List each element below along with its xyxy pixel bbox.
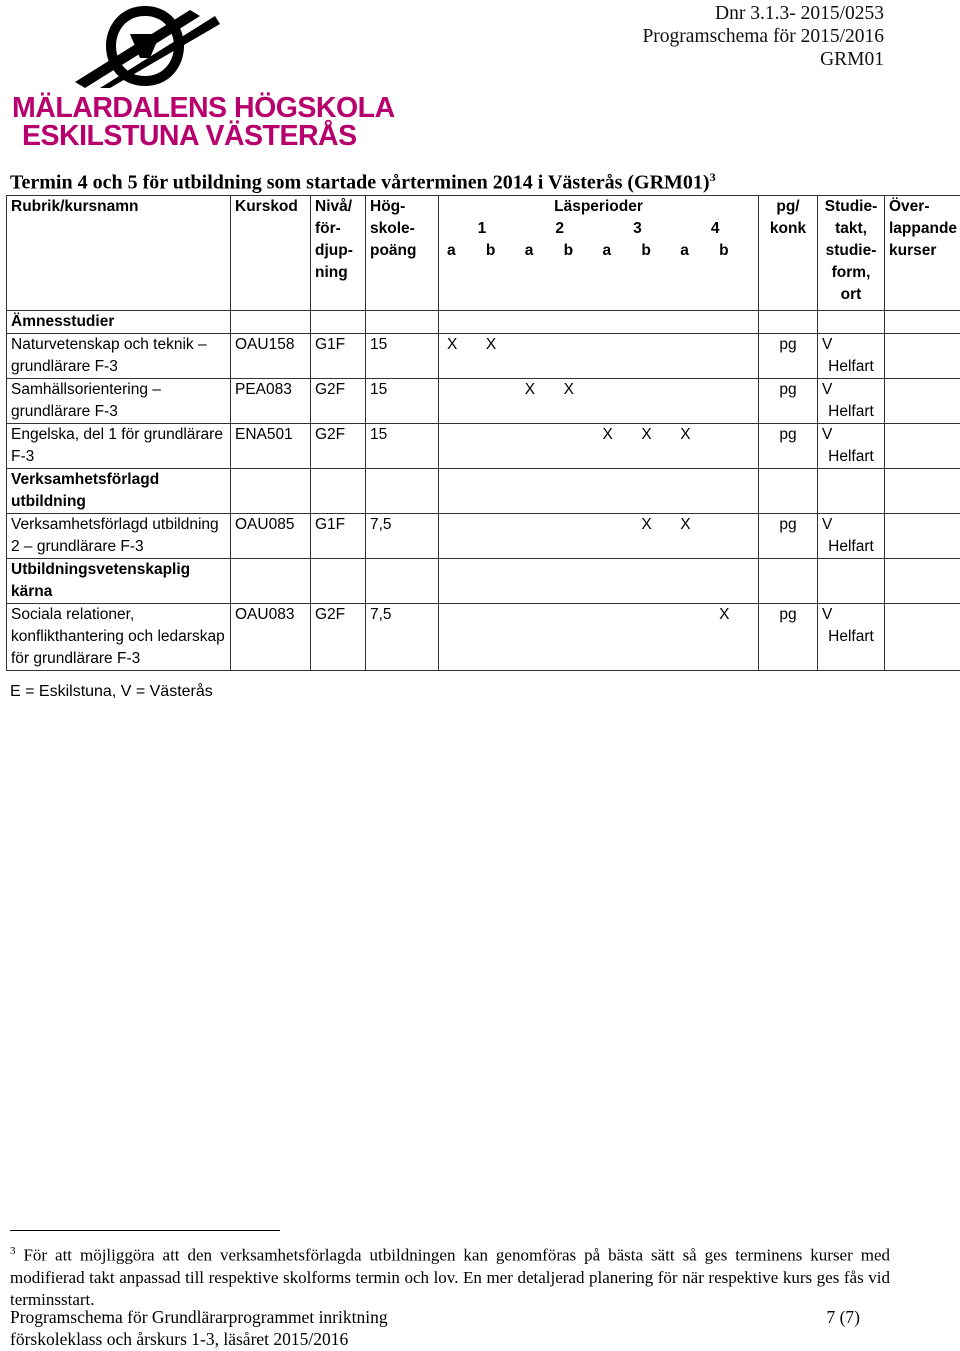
page-title (10, 170, 716, 195)
header-studietakt-1: Studie- (824, 198, 878, 215)
period-mark (521, 334, 560, 356)
period-marks (443, 514, 754, 536)
header-pgkonk-1: pg/ (776, 198, 800, 215)
course-code: OAU085 (231, 514, 311, 559)
course-level: G1F (311, 334, 366, 379)
course-place: V (822, 381, 833, 398)
course-studietakt (818, 424, 885, 469)
period-mark (560, 334, 599, 356)
header-points-1: Hög- (370, 198, 406, 215)
course-name: Verksamhetsförlagd utbildning 2 – grundlärare F-3 (7, 514, 231, 559)
period-half: a (447, 242, 456, 259)
period-number: 4 (710, 220, 720, 237)
empty-cell (231, 469, 311, 514)
course-place: V (822, 516, 833, 533)
period-mark (443, 604, 482, 626)
period-mark (599, 604, 638, 626)
empty-cell (885, 311, 960, 334)
section-row (7, 559, 960, 604)
course-code: OAU158 (231, 334, 311, 379)
course-studietakt (818, 514, 885, 559)
section-row (7, 311, 960, 334)
page-number: 7 (7) (826, 1307, 860, 1327)
header-name: Rubrik/kursnamn (7, 196, 231, 311)
logo-line2: ESKILSTUNA VÄSTERÅS (22, 120, 357, 152)
course-points: 15 (366, 379, 439, 424)
empty-cell (818, 311, 885, 334)
period-number: 3 (633, 220, 642, 237)
period-mark (599, 334, 638, 356)
period-marks (443, 424, 754, 446)
header-points (366, 196, 439, 311)
footnote-text: För att möjliggöra att den verksamhetsförlagda utbildningen kan genomföras på bästa sätt så ges terminens kurser med modifierad takt anpassad till respektive skolforms termin och lov. En mer detaljerad planering för när respektive kurs ges fås vid terminsstart. (10, 1245, 890, 1309)
location-legend: E = Eskilstuna, V = Västerås (10, 683, 213, 700)
period-mark (521, 424, 560, 446)
page-title-text: Termin 4 och 5 för utbildning som startade vårterminen 2014 i Västerås (GRM01) (10, 171, 710, 194)
course-pgkonk: pg (759, 379, 818, 424)
empty-cell (759, 469, 818, 514)
document-reference (642, 2, 884, 71)
period-mark (715, 379, 754, 401)
header-period-halves (443, 240, 754, 262)
course-name: Sociala relationer, konflikthantering och ledarskap för grundlärare F-3 (7, 604, 231, 671)
header-pgkonk (759, 196, 818, 311)
period-mark: X (641, 426, 652, 443)
header-periods-label: Läsperioder (554, 198, 643, 215)
course-level: G2F (311, 379, 366, 424)
table-row (7, 604, 960, 671)
period-mark (560, 424, 599, 446)
schema-title: Programschema för 2015/2016 (642, 26, 884, 47)
header-studietakt-5: ort (840, 286, 862, 303)
period-mark (443, 379, 482, 401)
period-mark (715, 424, 754, 446)
period-mark (521, 604, 560, 626)
program-code: GRM01 (820, 49, 884, 70)
schedule-table (6, 195, 960, 671)
logo-emblem-icon (70, 4, 220, 88)
empty-cell (439, 469, 759, 514)
period-mark (676, 379, 715, 401)
period-mark (676, 604, 715, 626)
empty-cell (311, 311, 366, 334)
period-half: b (719, 242, 729, 259)
empty-cell (366, 559, 439, 604)
period-mark (482, 424, 521, 446)
period-mark (637, 604, 676, 626)
empty-cell (366, 469, 439, 514)
header-code: Kurskod (231, 196, 311, 311)
period-mark (715, 514, 754, 536)
period-marks (443, 334, 754, 356)
course-periods (439, 379, 759, 424)
course-overlap (885, 379, 960, 424)
header-period-numbers (443, 218, 754, 240)
period-mark (482, 604, 521, 626)
header-overlap-1: Över- (889, 198, 930, 215)
course-form: Helfart (828, 403, 874, 420)
empty-cell (231, 311, 311, 334)
header-points-2: skole- (370, 220, 415, 237)
header-points-3: poäng (370, 242, 417, 259)
empty-cell (818, 469, 885, 514)
empty-cell (439, 559, 759, 604)
period-mark (637, 379, 676, 401)
table-header-row (7, 196, 960, 311)
empty-cell (311, 469, 366, 514)
period-mark: X (485, 336, 497, 353)
course-periods (439, 424, 759, 469)
section-title: Verksamhetsförlagd utbildning (7, 469, 231, 514)
period-half: b (563, 242, 574, 259)
course-name: Engelska, del 1 för grundlärare F-3 (7, 424, 231, 469)
title-footnote-ref: 3 (709, 170, 716, 184)
period-mark (676, 334, 715, 356)
period-mark: X (719, 606, 730, 623)
empty-cell (885, 559, 960, 604)
period-mark (560, 514, 599, 536)
course-points: 7,5 (366, 514, 439, 559)
section-title: Ämnesstudier (7, 311, 231, 334)
footnote-divider (10, 1230, 280, 1231)
header-studietakt-4: form, (831, 264, 871, 281)
course-code: OAU083 (231, 604, 311, 671)
course-place: V (822, 606, 833, 623)
logo-line1: MÄLARDALENS HÖGSKOLA (12, 92, 395, 124)
period-half: b (485, 242, 496, 259)
period-number: 1 (477, 220, 487, 237)
dnr-number: Dnr 3.1.3- 2015/0253 (715, 3, 884, 24)
course-studietakt (818, 334, 885, 379)
period-mark (521, 514, 560, 536)
period-mark (443, 424, 482, 446)
empty-cell (439, 311, 759, 334)
course-code: ENA501 (231, 424, 311, 469)
period-half: a (524, 242, 534, 259)
page-footer (10, 1306, 860, 1350)
course-place: V (822, 426, 833, 443)
course-periods (439, 514, 759, 559)
period-mark (637, 334, 676, 356)
header-overlap (885, 196, 960, 311)
period-mark: X (563, 381, 574, 398)
period-number: 2 (555, 220, 564, 237)
period-mark (482, 514, 521, 536)
footer-line1: Programschema för Grundlärarprogrammet inriktning (10, 1307, 388, 1327)
period-mark: X (641, 516, 652, 533)
header-pgkonk-2: konk (769, 220, 807, 237)
header-level-4: ning (315, 264, 348, 281)
footnote-number: 3 (10, 1245, 16, 1257)
header-level (311, 196, 366, 311)
table-row (7, 514, 960, 559)
period-mark: X (602, 426, 613, 443)
period-half: a (680, 242, 689, 259)
period-mark: X (447, 336, 458, 353)
course-pgkonk: pg (759, 334, 818, 379)
period-half: a (602, 242, 612, 259)
footnote (10, 1240, 890, 1311)
header-studietakt (818, 196, 885, 311)
course-points: 15 (366, 424, 439, 469)
course-overlap (885, 424, 960, 469)
course-overlap (885, 334, 960, 379)
section-title: Utbildningsvetenskaplig kärna (7, 559, 231, 604)
course-level: G2F (311, 604, 366, 671)
course-pgkonk: pg (759, 604, 818, 671)
course-name: Naturvetenskap och teknik – grundlärare F-3 (7, 334, 231, 379)
header-studietakt-2: takt, (835, 220, 867, 237)
course-periods (439, 334, 759, 379)
course-pgkonk: pg (759, 424, 818, 469)
course-overlap (885, 604, 960, 671)
empty-cell (818, 559, 885, 604)
period-mark: X (524, 381, 536, 398)
course-form: Helfart (828, 538, 874, 555)
period-marks (443, 604, 754, 626)
course-code: PEA083 (231, 379, 311, 424)
course-points: 7,5 (366, 604, 439, 671)
course-form: Helfart (828, 448, 874, 465)
header-overlap-2: lappande (889, 220, 958, 237)
empty-cell (366, 311, 439, 334)
header-level-2: för- (315, 220, 341, 237)
course-form: Helfart (828, 358, 874, 375)
period-mark (482, 379, 521, 401)
period-mark: X (680, 426, 691, 443)
empty-cell (759, 311, 818, 334)
empty-cell (231, 559, 311, 604)
header-studietakt-3: studie- (825, 242, 877, 259)
header-level-1: Nivå/ (315, 198, 353, 215)
course-level: G2F (311, 424, 366, 469)
footer-line2: förskoleklass och årskurs 1-3, läsåret 2015/2016 (10, 1329, 349, 1349)
period-mark (715, 334, 754, 356)
course-studietakt (818, 379, 885, 424)
university-logo (10, 4, 395, 152)
empty-cell (759, 559, 818, 604)
course-studietakt (818, 604, 885, 671)
header-level-3: djup- (315, 242, 353, 259)
empty-cell (885, 469, 960, 514)
table-row (7, 379, 960, 424)
course-name: Samhällsorientering – grundlärare F-3 (7, 379, 231, 424)
period-marks (443, 379, 754, 401)
course-periods (439, 604, 759, 671)
period-mark (560, 604, 599, 626)
section-row (7, 469, 960, 514)
course-points: 15 (366, 334, 439, 379)
period-half: b (641, 242, 651, 259)
course-overlap (885, 514, 960, 559)
empty-cell (311, 559, 366, 604)
period-mark (599, 514, 638, 536)
period-mark (443, 514, 482, 536)
header-periods (439, 196, 759, 311)
course-place: V (822, 336, 833, 353)
table-row (7, 424, 960, 469)
header-overlap-3: kurser (889, 242, 937, 259)
table-row (7, 334, 960, 379)
period-mark: X (680, 516, 691, 533)
course-level: G1F (311, 514, 366, 559)
period-mark (599, 379, 638, 401)
course-form: Helfart (828, 628, 874, 645)
course-pgkonk: pg (759, 514, 818, 559)
